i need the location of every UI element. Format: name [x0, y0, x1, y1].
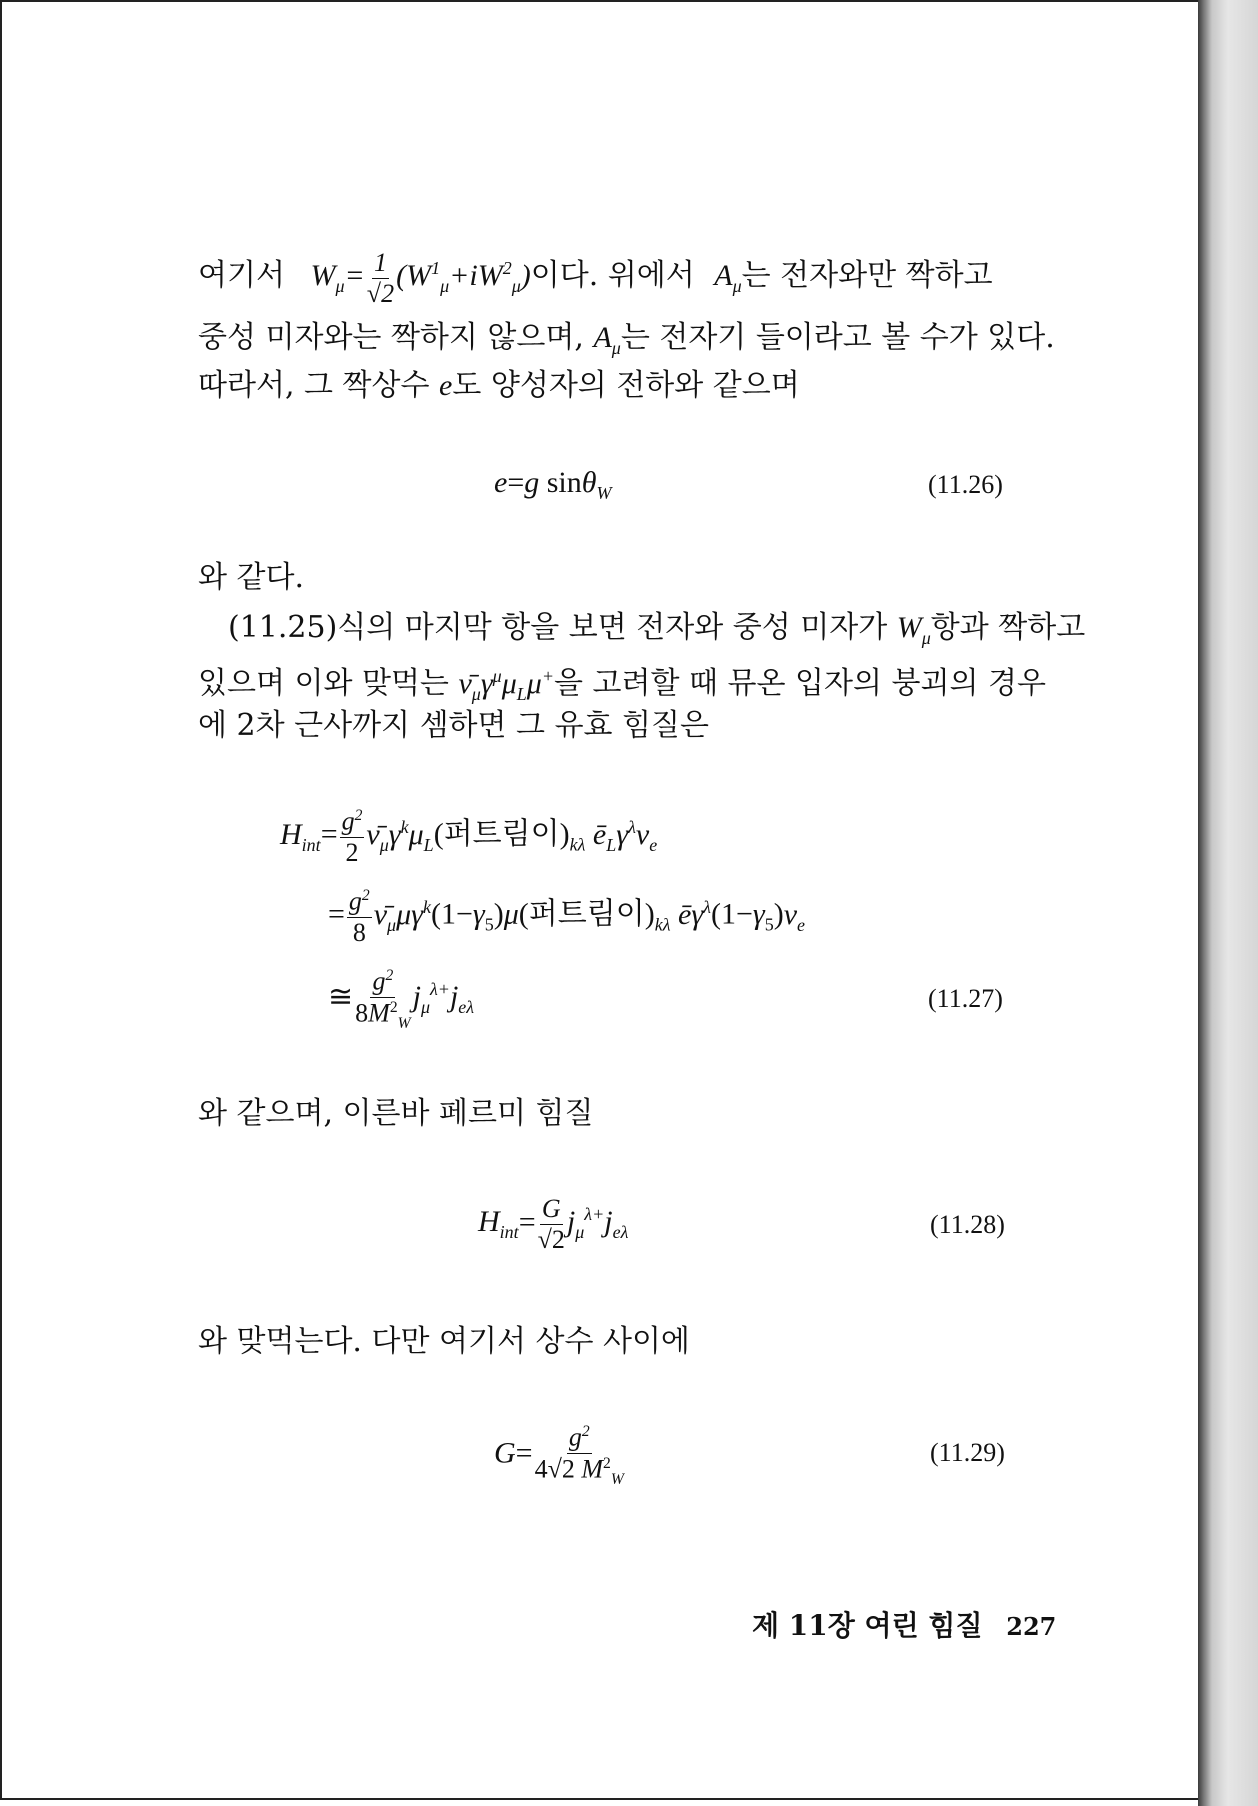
paragraph-4-line-1: 와 같으며, 이른바 페르미 힘질	[198, 1096, 594, 1131]
math-e: e	[439, 369, 453, 402]
equation-number-11-28: (11.28)	[930, 1210, 1005, 1239]
math-w-mu: $W_\mu$	[896, 611, 931, 648]
equation-number-11-27: (11.27)	[928, 984, 1003, 1013]
paragraph-1-line-3: 따라서, 그 짝상수 e도 양성자의 전하와 같으며	[198, 368, 800, 403]
math-muon-current: $\nū_\mu\gamma^\mu\mu_L\mu^+$	[458, 666, 555, 704]
paragraph-3-line-2: 있으며 이와 맞먹는 $\nū_\mu\gamma^\mu\mu_L\mu^+$을 고려할 때 뮤온 입자의 붕괴의 경우	[198, 666, 1046, 704]
math-w-mu-def: $W_\mu=$ $\frac{1}{√2}$ $(W^1_\mu+iW^2_\mu)$	[310, 247, 531, 308]
chapter-title: 제 11장 여린 힘질	[752, 1609, 983, 1642]
page-footer	[752, 1604, 1056, 1644]
page-edge-shadow	[1198, 0, 1258, 1806]
text-yeogiseo: 여기서	[198, 258, 285, 293]
math-a-mu: $A_\mu$	[593, 321, 621, 358]
math-a-mu: $A_\mu$	[714, 259, 742, 296]
equation-number-11-29: (11.29)	[930, 1438, 1005, 1467]
paragraph-1-line-2: 중성 미자와는 짝하지 않으며, $A_\mu$는 전자기 들이라고 볼 수가 있다.	[198, 320, 1055, 358]
paragraph-1-line-1: 여기서 $W_\mu=$ $\frac{1}{√2}$ $(W^1_\mu+iW^2_\mu)$이다. 위에서 $A_\mu$는 전자와만 짝하고	[198, 247, 993, 308]
paragraph-5-line-1: 와 맞먹는다. 다만 여기서 상수 사이에	[198, 1324, 690, 1359]
equation-11-28: $H_{int}=$ $\frac{G}{√2}$ $j_\mu^{\lambda+}j_{e\lambda}$	[478, 1194, 629, 1254]
equation-11-29: G= $\frac{g^2}{4√2 M^2_W}$	[494, 1422, 624, 1488]
paragraph-3-line-3: 에 2차 근사까지 셈하면 그 유효 힘질은	[198, 708, 710, 743]
equation-number-11-26: (11.26)	[928, 470, 1003, 499]
paragraph-3-line-1: (11.25)식의 마지막 항을 보면 전자와 중성 미자가 $W_\mu$항과 짝하고	[228, 610, 1086, 648]
paragraph-2-line-1: 와 같다.	[198, 560, 305, 595]
equation-11-26: e=g sinθ$_W$	[494, 466, 612, 503]
page-number: 227	[1006, 1612, 1057, 1641]
equation-11-27-line-2: = $\frac{g^2}{8}$ $\nū_\mu\mu\gamma^k(1-\gamma_5)\mu$(퍼트림이)$_{k\lambda}$ $ē\gamma^\lambda(1-\gamma_5)\nu_e$	[328, 886, 806, 947]
equation-11-27-line-1: $H_{int}=$ $\frac{g^2}{2}$ $\nū_\mu\gamma^k\mu_L$(퍼트림이)$_{k\lambda}$ $ē_L\gamma^\lambda\nu_e$	[280, 806, 658, 867]
equation-11-27-line-3: ≅ $\frac{g^2}{8M^2_W}$ $j_\mu^{\lambda+}j_{e\lambda}$	[328, 966, 475, 1032]
